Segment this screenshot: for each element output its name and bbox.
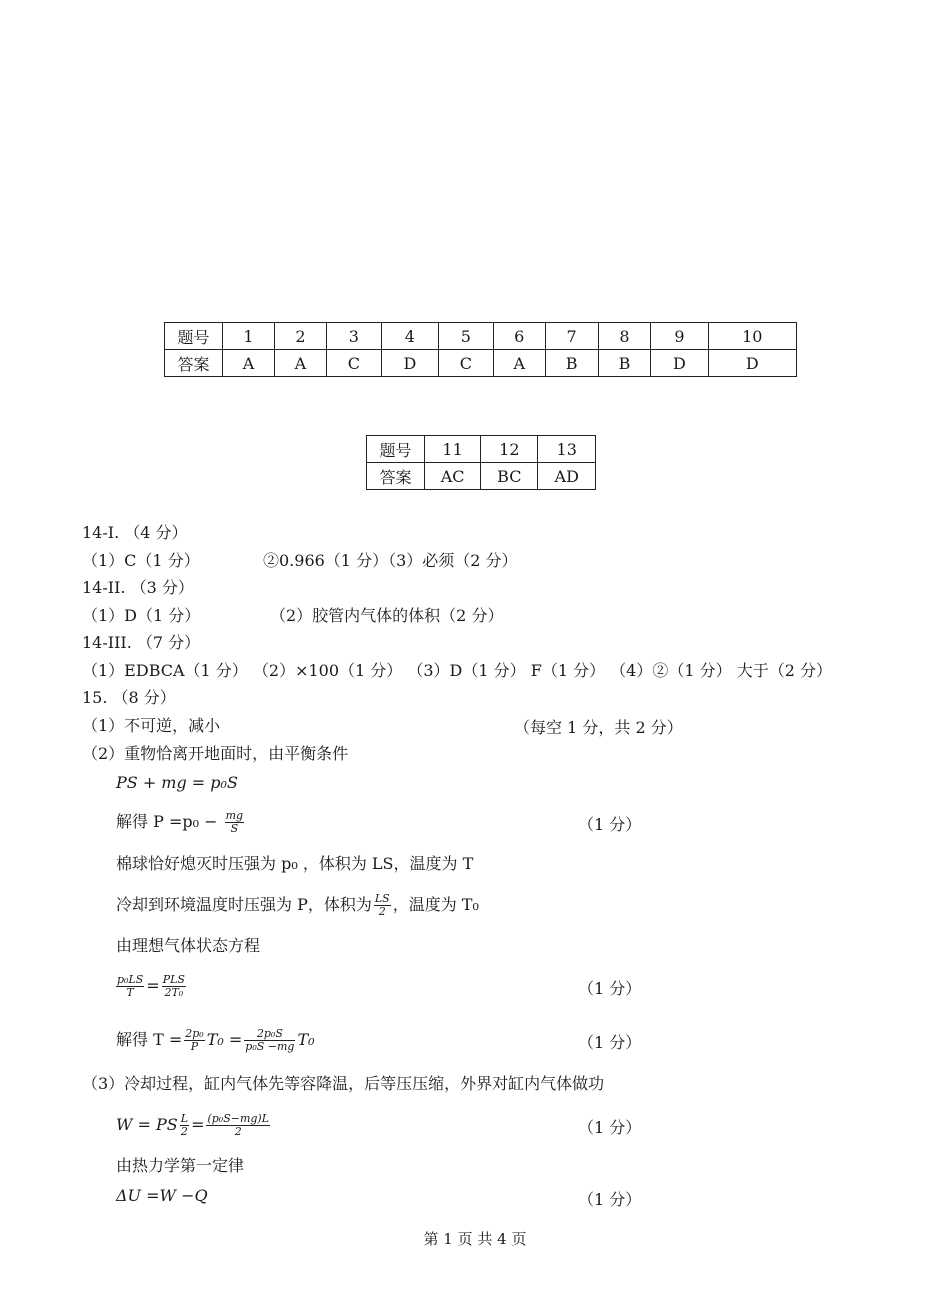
q14-1-part1: （1）C（1 分） — [82, 551, 200, 570]
table-row — [165, 323, 797, 350]
fraction-den: 2 — [234, 1125, 242, 1138]
table-cell: 13 — [538, 436, 596, 463]
fraction-num: (p₀S−mg)L — [207, 1112, 270, 1125]
equation-1: PS + mg = p₀S — [116, 773, 238, 792]
solve-2-mid: T₀ = — [206, 1030, 243, 1049]
table-cell: 2 — [274, 323, 326, 350]
q14-2-part2: （2）胶管内气体的体积（2 分） — [270, 606, 504, 625]
score-label: （1 分） — [578, 1190, 642, 1209]
solve-2-end: T₀ — [297, 1030, 315, 1049]
table-cell: 8 — [598, 323, 651, 350]
table-cell: B — [598, 350, 651, 377]
table-cell: A — [493, 350, 545, 377]
table-row — [367, 463, 596, 490]
q15-p1-score: （每空 1 分，共 2 分） — [514, 718, 683, 737]
equation-3-prefix: W = PS — [116, 1115, 178, 1134]
table-cell: 5 — [438, 323, 493, 350]
state-2-suffix: ，温度为 T₀ — [392, 895, 479, 914]
equals: = — [146, 976, 160, 995]
table-cell: B — [545, 350, 598, 377]
table-row — [165, 350, 797, 377]
table-cell: AC — [425, 463, 481, 490]
score-label: （1 分） — [578, 815, 642, 834]
fraction-num: mg — [225, 809, 244, 822]
score-label: （1 分） — [578, 979, 642, 998]
solve-2-prefix: 解得 T = — [116, 1030, 183, 1049]
table-cell: C — [438, 350, 493, 377]
table-row — [367, 436, 596, 463]
q14-2-heading: 14-II. （3 分） — [82, 578, 194, 597]
table-cell: 1 — [223, 323, 275, 350]
table-cell: 题号 — [367, 436, 425, 463]
q14-2-part1: （1）D（1 分） — [82, 606, 201, 625]
solve-2 — [116, 1028, 315, 1053]
table-cell: 题号 — [165, 323, 223, 350]
table-cell: 4 — [381, 323, 438, 350]
fraction-den: T — [126, 986, 134, 999]
fraction-num: L — [180, 1112, 189, 1125]
state-2-prefix: 冷却到环境温度时压强为 P，体积为 — [116, 895, 372, 914]
fraction-den: 2T₀ — [164, 986, 184, 999]
fraction-num: p₀LS — [117, 973, 144, 986]
table-cell: 9 — [651, 323, 708, 350]
fraction — [184, 1028, 204, 1053]
fraction-den: 2 — [180, 1125, 188, 1138]
law-2: 由热力学第一定律 — [116, 1156, 245, 1175]
fraction-den: 2 — [378, 905, 386, 918]
fraction — [162, 974, 186, 999]
table-cell: 答案 — [165, 350, 223, 377]
q14-3-line: （1）EDBCA（1 分） （2）×100（1 分） （3）D（1 分） F（1 分） （4）②（1 分） 大于（2 分） — [82, 661, 832, 680]
answer-table-1 — [164, 322, 797, 377]
q15-p2-intro: （2）重物恰离开地面时，由平衡条件 — [82, 744, 349, 763]
table-cell: 3 — [326, 323, 381, 350]
table-cell: D — [381, 350, 438, 377]
page-footer: 第 1 页 共 4 页 — [423, 1230, 527, 1248]
fraction-num: LS — [374, 892, 390, 905]
table-cell: D — [651, 350, 708, 377]
table-cell: 6 — [493, 323, 545, 350]
table-cell: 7 — [545, 323, 598, 350]
table-cell: 11 — [425, 436, 481, 463]
answer-table-2 — [366, 435, 596, 490]
fraction-num: 2p₀ — [185, 1027, 204, 1040]
table-cell: C — [326, 350, 381, 377]
score-label: （1 分） — [578, 1033, 642, 1052]
fraction — [116, 974, 144, 999]
q15-p1-text: （1）不可逆，减小 — [82, 716, 221, 735]
table-cell: AD — [538, 463, 596, 490]
fraction — [206, 1113, 270, 1138]
table-cell: A — [274, 350, 326, 377]
state-2 — [116, 893, 479, 918]
fraction-den: S — [230, 822, 239, 835]
table-cell: 10 — [708, 323, 796, 350]
fraction-num: 2p₀S — [244, 1028, 295, 1041]
equation-4: ΔU =W −Q — [116, 1186, 208, 1205]
table-cell: 答案 — [367, 463, 425, 490]
equation-3 — [116, 1113, 272, 1138]
solve-1-prefix: 解得 P =p₀ − — [116, 812, 218, 831]
fraction — [244, 1028, 295, 1053]
fraction-num: PLS — [162, 973, 185, 986]
table-cell: BC — [481, 463, 538, 490]
state-1: 棉球恰好熄灭时压强为 p₀ ，体积为 LS，温度为 T — [116, 854, 474, 873]
equals: = — [191, 1115, 205, 1134]
q14-1-part2: ②0.966（1 分）（3）必须（2 分） — [263, 551, 518, 570]
fraction — [225, 810, 244, 835]
fraction-den: P — [190, 1040, 199, 1053]
score-label: （1 分） — [578, 1118, 642, 1137]
solve-1 — [116, 810, 246, 835]
fraction — [374, 893, 391, 918]
equation-2 — [114, 974, 188, 999]
q15-heading: 15. （8 分） — [82, 688, 176, 707]
q14-3-heading: 14-III. （7 分） — [82, 633, 201, 652]
fraction-den: p₀S −mg — [245, 1040, 295, 1053]
q15-p3-intro: （3）冷却过程，缸内气体先等容降温，后等压压缩，外界对缸内气体做功 — [82, 1074, 605, 1093]
table-cell: A — [223, 350, 275, 377]
table-cell: D — [708, 350, 796, 377]
fraction — [180, 1113, 189, 1138]
law-1: 由理想气体状态方程 — [116, 936, 261, 955]
q14-1-heading: 14-I. （4 分） — [82, 523, 188, 542]
table-cell: 12 — [481, 436, 538, 463]
